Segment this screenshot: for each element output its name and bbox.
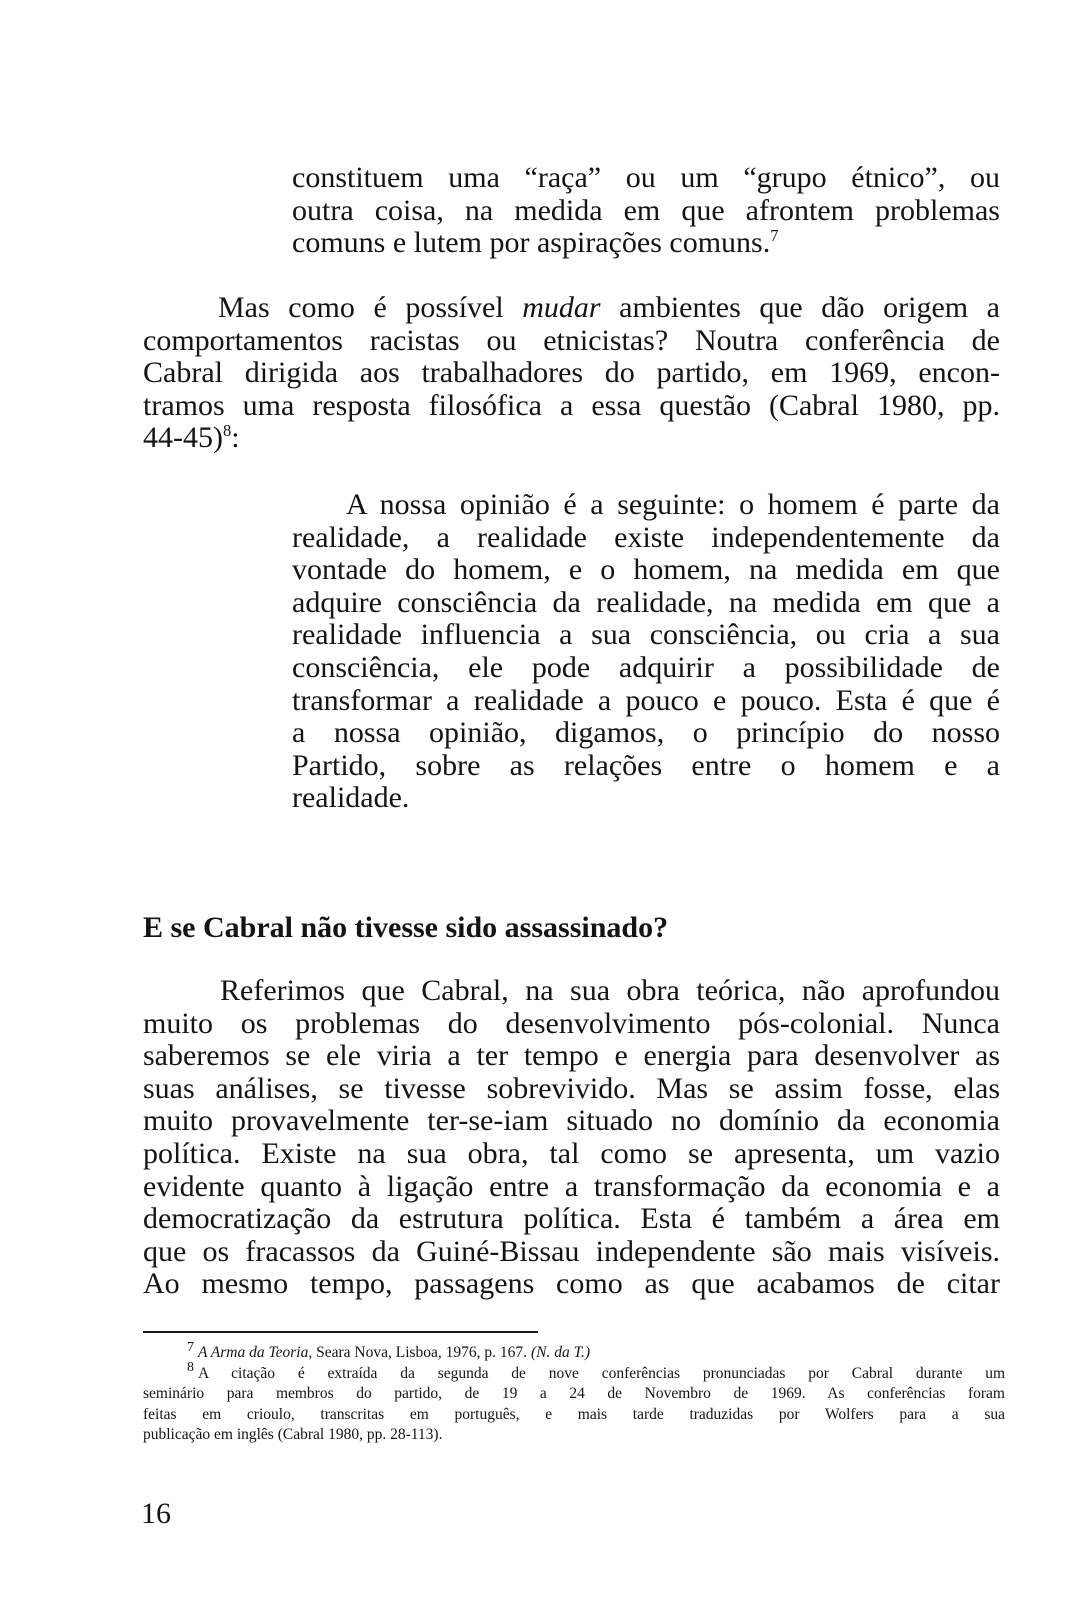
- quote-line: constituem uma “raça” ou um “grupo étnico”, ou: [292, 161, 1000, 194]
- footnote-number: 8: [187, 1360, 194, 1376]
- quote-line: adquire consciência da realidade, na medida em que a: [292, 585, 1000, 619]
- footnote-7: 7 A Arma da Teoria, Seara Nova, Lisboa, 1976, p. 167. (N. da T.): [187, 1339, 591, 1361]
- footnote-line: publicação em inglês (Cabral 1980, pp. 28-113).: [143, 1426, 443, 1443]
- section-heading: E se Cabral não tivesse sido assassinado?: [143, 911, 669, 944]
- quote-line: outra coisa, na medida em que afrontem problemas: [292, 193, 1000, 227]
- footnote-line: feitas em crioulo, transcritas em português, e mais tarde traduzidas por Wolfers para a sua: [143, 1405, 1005, 1423]
- quote-line: transformar a realidade a pouco e pouco. Esta é que é: [292, 683, 1000, 717]
- footnote-8: [143, 1360, 1005, 1446]
- quote-line: realidade, a realidade existe independentemente da: [292, 520, 1000, 554]
- block-quote-cabral: [292, 489, 1000, 815]
- footnote-note: (N. da T.): [530, 1344, 591, 1361]
- emphasis-mudar: mudar: [522, 291, 601, 324]
- quote-line: Partido, sobre as relações entre o homem e a: [292, 748, 1000, 782]
- paragraph-line: tramos uma resposta filosófica a essa questão (Cabral 1980, pp.: [143, 388, 1000, 422]
- paragraph-line: democratização da estrutura política. Esta é também a área em: [143, 1202, 1000, 1236]
- paragraph-line: Mas como é possível mudar ambientes que dão origem a: [218, 291, 1000, 324]
- paragraph-mudar-ambientes: [143, 292, 1000, 455]
- paragraph-line-last: 44-45)$^8$:: [143, 421, 240, 455]
- quote-line: vontade do homem, e o homem, na medida em que: [292, 553, 1000, 587]
- paragraph-line: suas análises, se tivesse sobrevivido. Mas se assim fosse, elas: [143, 1071, 1000, 1105]
- footnote-line: seminário para membros do partido, de 19 a 24 de Novembro de 1969. As conferências foram: [143, 1385, 1005, 1402]
- paragraph-line: saberemos se ele viria a ter tempo e energia para desenvolver as: [143, 1039, 1000, 1073]
- paragraph-line: Ao mesmo tempo, passagens como as que acabamos de citar: [143, 1267, 1000, 1301]
- paragraph-line: Referimos que Cabral, na sua obra teórica, não aprofundou: [220, 974, 1000, 1007]
- paragraph-line: muito os problemas do desenvolvimento pós-colonial. Nunca: [143, 1006, 1000, 1040]
- footnote-divider: [143, 1331, 538, 1333]
- paragraph-line: política. Existe na sua obra, tal como se apresenta, um vazio: [143, 1136, 1000, 1170]
- paragraph-line: muito provavelmente ter-se-iam situado no domínio da economia: [143, 1104, 1000, 1138]
- footnote-number: 7: [187, 1339, 194, 1355]
- page-number: 16: [141, 1497, 171, 1530]
- footnote-line: 8 A citação é extraída da segunda de nove conferências pronunciadas por Cabral durante um: [187, 1360, 1005, 1382]
- quote-line: consciência, ele pode adquirir a possibilidade de: [292, 650, 1000, 684]
- paragraph-line: Cabral dirigida aos trabalhadores do partido, em 1969, encon-: [143, 356, 1000, 390]
- quote-line-last: [292, 227, 1000, 260]
- footnote-title: A Arma da Teoria,: [197, 1344, 313, 1361]
- paragraph-referimos: [143, 975, 1000, 1301]
- paragraph-line: comportamentos racistas ou etnicistas? Noutra conferência de: [143, 323, 1000, 357]
- paragraph-line: evidente quanto à ligação entre a transformação da economia e a: [143, 1169, 1000, 1203]
- quote-line: realidade influencia a sua consciência, ou cria a sua: [292, 618, 1000, 652]
- quote-line: a nossa opinião, digamos, o princípio do nosso: [292, 716, 1000, 750]
- footnote-ref-8[interactable]: 8: [222, 421, 232, 441]
- paragraph-line: que os fracassos da Guiné-Bissau independente são mais visíveis.: [143, 1234, 1000, 1268]
- quote-line-last: realidade.: [292, 781, 410, 815]
- footnote-ref-7[interactable]: 7: [770, 226, 779, 246]
- block-quote-continued: [292, 162, 1000, 260]
- footnotes: [143, 1339, 1005, 1446]
- quote-line: A nossa opinião é a seguinte: o homem é parte da: [346, 488, 1000, 521]
- quote-line-text: comuns e lutem por aspirações comuns.: [292, 226, 771, 260]
